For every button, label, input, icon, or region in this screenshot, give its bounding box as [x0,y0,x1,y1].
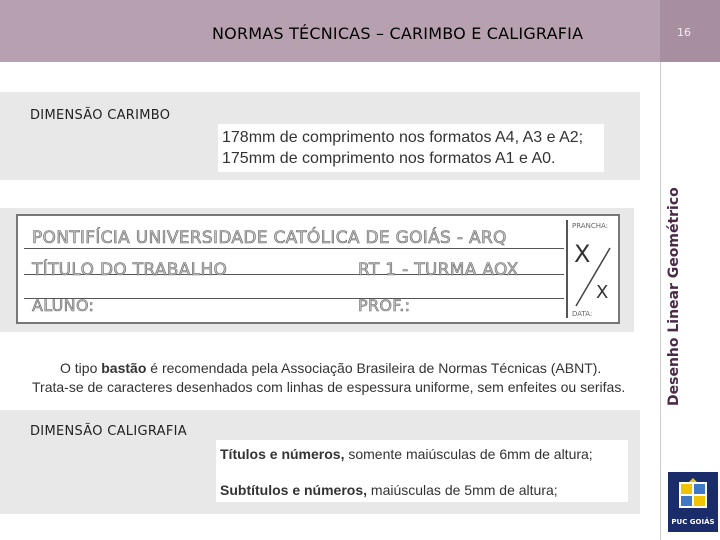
stamp-institution: PONTIFÍCIA UNIVERSIDADE CATÓLICA DE GOIÁS - ARQ [32,228,507,248]
stamp-sheet-label: PRANCHA: [572,222,609,230]
carimbo-line-1: 178mm de comprimento nos formatos A4, A3 e A2; [222,129,584,146]
caligrafia-text-box [216,440,628,502]
caligrafia-line-2 [220,482,558,498]
carimbo-text-box [218,124,604,172]
bastao-line-1-suffix: é recomendada pela Associação Brasileira de Normas Técnicas (ABNT). [146,360,602,376]
stamp-sheet-divider [566,220,568,318]
stamp-sheet-slash [570,242,616,312]
bastao-line-1 [60,360,601,376]
bastao-line-1-bold: bastão [101,360,147,376]
bastao-text-box [26,356,640,400]
carimbo-line-2: 175mm de comprimento nos formatos A1 e A0. [222,150,556,167]
stamp-date-label: DATA: [572,310,593,318]
logo-text: PUC GOIÁS [671,518,715,526]
stamp-sheet-denominator: X [596,282,609,303]
caligrafia-line-1-bold: Títulos e números, [220,446,345,462]
page-title: NORMAS TÉCNICAS – CARIMBO E CALIGRAFIA [212,24,584,43]
caligrafia-line-2-rest: maiúsculas de 5mm de altura; [367,482,558,498]
page-number: 16 [677,26,691,39]
stamp-professor-field: PROF.: [358,296,411,315]
carimbo-label: DIMENSÃO CARIMBO [30,108,171,123]
caligrafia-line-1-rest: somente maiúsculas de 6mm de altura; [344,446,593,462]
stamp-sheet-numerator: X [574,240,591,268]
page-number-box [660,0,720,62]
stamp-class-field: RT 1 - TURMA AOX [358,260,519,280]
bastao-line-2: Trata-se de caracteres desenhados com linhas de espessura uniforme, sem enfeites ou serifas. [32,379,626,395]
stamp-title-field: TÍTULO DO TRABALHO [32,260,228,280]
bastao-line-1-prefix: O tipo [60,360,102,376]
side-title: Desenho Linear Geométrico [666,187,682,406]
stamp-row-line-1 [24,248,564,249]
puc-crest-icon [677,478,709,514]
caligrafia-line-2-bold: Subtítulos e números, [220,482,368,498]
puc-goias-logo [668,472,718,532]
stamp-student-field: ALUNO: [32,296,95,315]
caligrafia-line-1 [220,446,593,462]
caligrafia-label: DIMENSÃO CALIGRAFIA [30,424,187,439]
title-block-stamp [16,214,620,324]
stamp-row-line-3 [24,298,564,299]
